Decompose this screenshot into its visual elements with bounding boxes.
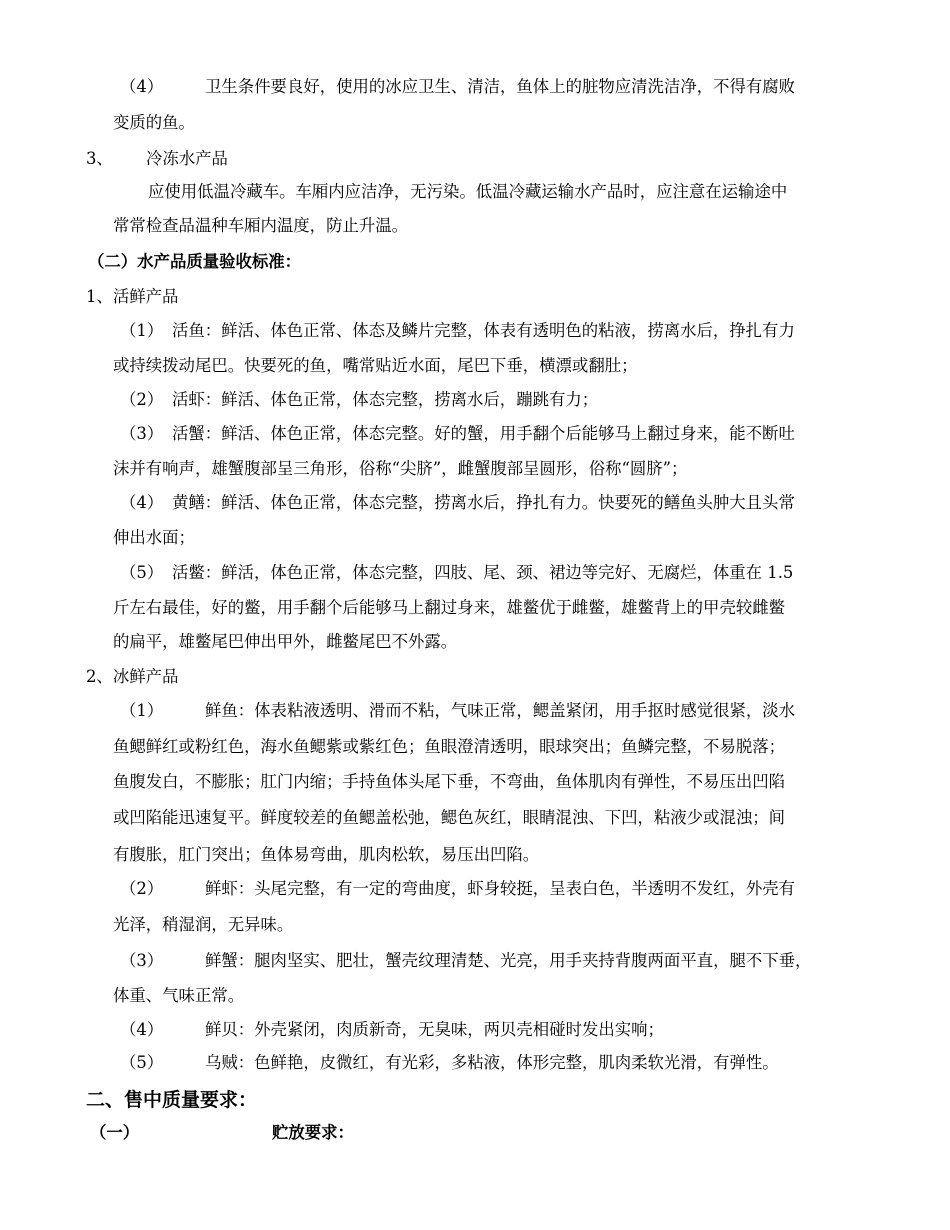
paragraph-line: 活鳖：鲜活，体色正常，体态完整，四肢、尾、颈、裙边等完好、无腐烂，体重在 1.5	[172, 563, 794, 582]
paragraph-line: 斤左右最佳，好的鳖，用手翻个后能够马上翻过身来，雄鳖优于雌鳖，雄鳖背上的甲壳较雌鳖	[113, 598, 786, 617]
paragraph-line: 鱼鳃鲜红或粉红色，海水鱼鳃紫或紫红色；鱼眼澄清透明，眼球突出；鱼鳞完整，不易脱落；	[113, 737, 786, 756]
item-number: （2）	[120, 879, 164, 898]
paragraph-line: 常常检查品温种车厢内温度，防止升温。	[113, 216, 409, 235]
paragraph-line: 光泽，稍湿润，无异味。	[113, 915, 294, 934]
paragraph-line: 乌贼：色鲜艳，皮微红，有光彩，多粘液，体形完整，肌肉柔软光滑，有弹性。	[205, 1053, 779, 1072]
section-heading: 二、售中质量要求：	[86, 1089, 258, 1111]
paragraph-line: 或持续拨动尾巴。快要死的鱼，嘴常贴近水面，尾巴下垂，横漂或翻肚；	[113, 356, 638, 375]
paragraph-line: 鲜贝：外壳紧闭，肉质新奇，无臭味，两贝壳相碰时发出实响；	[205, 1020, 664, 1039]
section-heading: （二）水产品质量验收标准：	[88, 252, 302, 271]
paragraph-line: 或凹陷能迅速复平。鲜度较差的鱼鳃盖松弛，鳃色灰红，眼睛混浊、下凹，粘液少或混浊；间	[113, 808, 786, 827]
item-number: （4）	[120, 493, 164, 512]
paragraph-line: 活蟹：鲜活、体色正常，体态完整。好的蟹，用手翻个后能够马上翻过身来，能不断吐	[172, 424, 795, 443]
item-number: （5）	[120, 563, 164, 582]
paragraph-line: 1、活鲜产品	[86, 287, 179, 306]
item-number: 3、	[86, 149, 113, 168]
item-number: （1）	[120, 321, 164, 340]
item-number: （4）	[120, 1020, 164, 1039]
item-number: （5）	[120, 1053, 164, 1072]
paragraph-line: 鲜虾：头尾完整，有一定的弯曲度，虾身较挺，呈表白色，半透明不发红，外壳有	[205, 879, 796, 898]
paragraph-line: 卫生条件要良好，使用的冰应卫生、清洁，鱼体上的脏物应清洗洁净，不得有腐败	[205, 77, 796, 96]
item-number: （1）	[120, 701, 164, 720]
paragraph-line: 有腹胀，肛门突出；鱼体易弯曲，肌肉松软，易压出凹陷。	[113, 845, 540, 864]
paragraph-line: 活鱼：鲜活、体色正常、体态及鳞片完整，体表有透明色的粘液，捞离水后，挣扎有力	[172, 321, 795, 340]
paragraph-line: 鲜蟹：腿肉坚实、肥壮，蟹壳纹理清楚、光亮，用手夹持背腹两面平直，腿不下垂，	[205, 951, 812, 970]
paragraph-line: 鱼腹发白，不膨胀；肛门内缩；手持鱼体头尾下垂，不弯曲，鱼体肌肉有弹性，不易压出凹陷	[113, 772, 786, 791]
paragraph-line: 活虾：鲜活、体色正常，体态完整，捞离水后，蹦跳有力；	[172, 390, 599, 409]
paragraph-line: 黄鳝：鲜活、体色正常，体态完整，捞离水后，挣扎有力。快要死的鳝鱼头肿大且头常	[172, 493, 795, 512]
paragraph-line: 2、冰鲜产品	[86, 667, 179, 686]
section-heading: 贮放要求：	[272, 1123, 354, 1142]
paragraph-line: 变质的鱼。	[113, 113, 195, 132]
item-number: （一）	[90, 1123, 140, 1142]
paragraph-line: 的扁平，雄鳖尾巴伸出甲外，雌鳖尾巴不外露。	[113, 632, 458, 651]
item-number: （3）	[120, 951, 164, 970]
paragraph-line: 冷冻水产品	[146, 149, 228, 168]
item-number: （4）	[120, 77, 164, 96]
paragraph-line: 体重、气味正常。	[113, 986, 245, 1005]
item-number: （2）	[120, 390, 164, 409]
paragraph-line: 沫并有响声，雄蟹腹部呈三角形，俗称“尖脐”，雌蟹腹部呈圆形，俗称“圆脐”；	[113, 459, 688, 478]
paragraph-line: 鲜鱼：体表粘液透明、滑而不粘，气味正常，鳃盖紧闭，用手抠时感觉很紧，淡水	[205, 701, 796, 720]
paragraph-line: 应使用低温冷藏车。车厢内应洁净，无污染。低温冷藏运输水产品时，应注意在运输途中	[148, 182, 788, 201]
item-number: （3）	[120, 424, 164, 443]
paragraph-line: 伸出水面；	[113, 528, 195, 547]
